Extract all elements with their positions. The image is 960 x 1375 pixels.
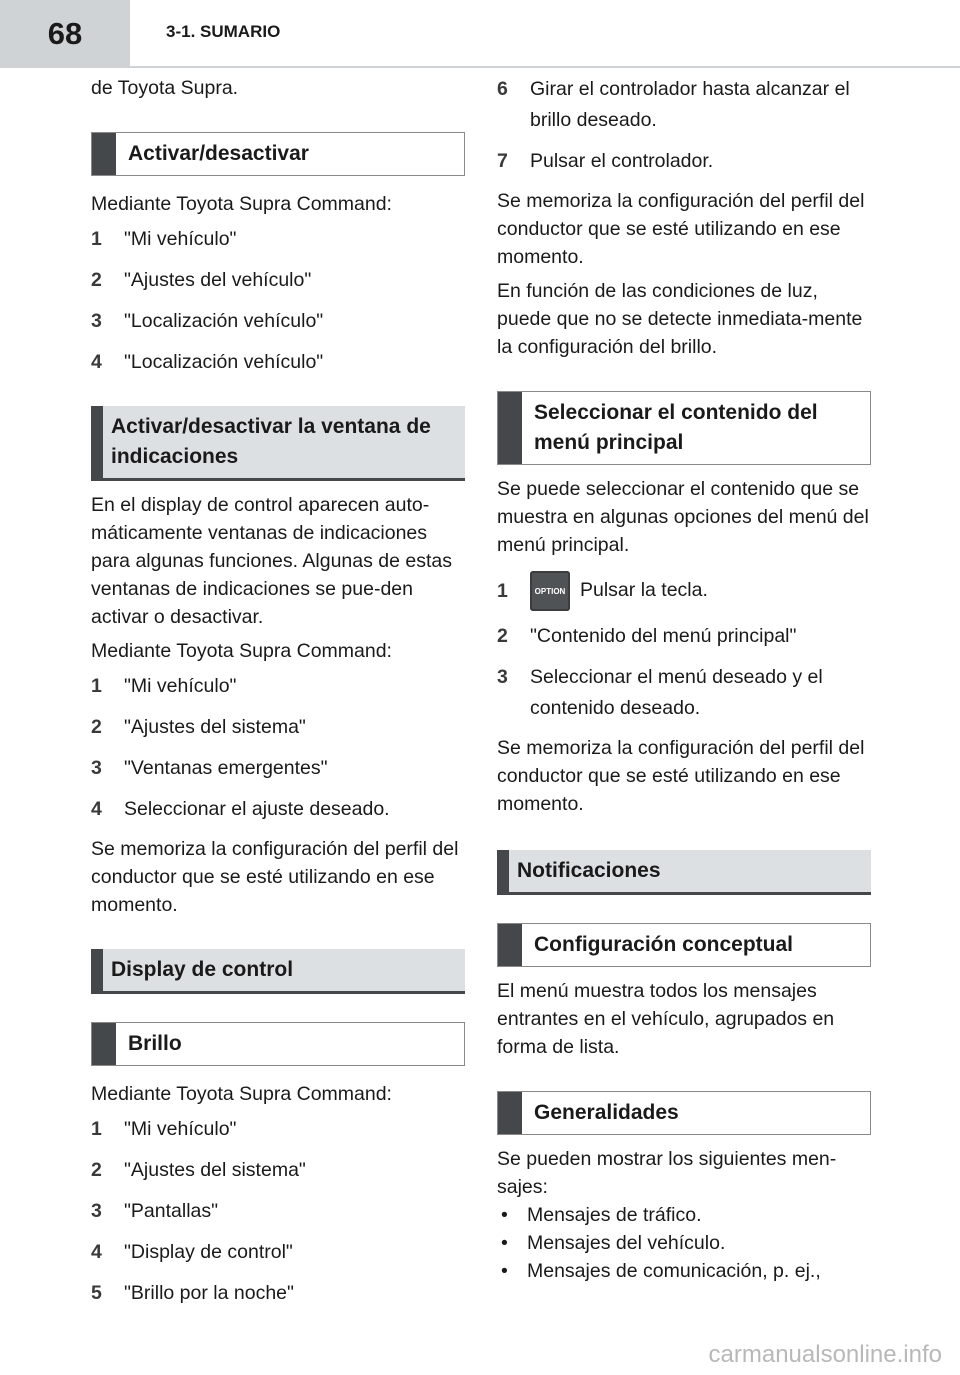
mediante-text: Mediante Toyota Supra Command: [91, 193, 392, 215]
step-item: 7 Pulsar el controlador. [497, 150, 714, 172]
steps-list-b [497, 621, 871, 724]
memo-text: Se memoriza la configuración del perfil del conductor que se esté utilizando en ese momento. [497, 737, 865, 815]
step-item: 5 "Brillo por la noche" [91, 1282, 294, 1304]
step-item: 4 "Display de control" [91, 1241, 293, 1263]
left-column [91, 74, 465, 1319]
step-item: 2 "Ajustes del vehículo" [91, 269, 312, 291]
step-item: 6 Girar el controlador hasta alcanzar el brillo deseado. [497, 78, 850, 131]
mediante-text: Mediante Toyota Supra Command: [91, 1083, 392, 1105]
memo-text: Se memoriza la configuración del perfil del conductor que se esté utilizando en ese momento. [91, 838, 459, 916]
luz-text: En función de las condiciones de luz, puede que no se detecte inmediata-mente la configuración del brillo. [497, 280, 863, 358]
step-item: 2 "Ajustes del sistema" [91, 1159, 306, 1181]
page-header [0, 0, 960, 68]
step-item: 1 "Mi vehículo" [91, 1118, 237, 1140]
steps-list-2 [91, 671, 465, 825]
step-item: 3 "Pantallas" [91, 1200, 219, 1222]
bullet-list [497, 1201, 871, 1285]
menu-text: Se puede seleccionar el contenido que se muestra en algunas opciones del menú del menú principal. [497, 478, 869, 556]
step-item: 3 "Localización vehículo" [91, 310, 324, 332]
heading-ventana: Activar/desactivar la ventana de indicaciones [91, 406, 465, 481]
ventana-text: En el display de control aparecen auto-máticamente ventanas de indicaciones para algunas funciones. Algunas de estas ventanas de indicaciones se pue-den activar o desactivar. [91, 494, 453, 628]
mediante-text: Mediante Toyota Supra Command: [91, 640, 392, 662]
heading-configuracion: Configuración conceptual [497, 923, 871, 967]
option-key-icon: OPTION [530, 571, 570, 611]
page-number: 68 [0, 0, 130, 68]
step-item: 4 "Localización vehículo" [91, 351, 324, 373]
step-item: 1 "Mi vehículo" [91, 675, 237, 697]
list-item: • Mensajes de tráfico. [501, 1204, 702, 1226]
config-text: El menú muestra todos los mensajes entrantes en el vehículo, agrupados en forma de lista. [497, 980, 835, 1058]
steps-list-3 [91, 1114, 465, 1309]
memo-text: Se memoriza la configuración del perfil del conductor que se esté utilizando en ese momento. [497, 190, 865, 268]
section-title: 3-1. SUMARIO [166, 22, 281, 41]
list-item: • Mensajes de comunicación, p. ej., [501, 1260, 821, 1282]
header-divider [130, 66, 960, 68]
heading-activar: Activar/desactivar [91, 132, 465, 176]
step-item: 3 "Ventanas emergentes" [91, 757, 328, 779]
list-item: • Mensajes del vehículo. [501, 1232, 726, 1254]
steps-list-a [497, 74, 871, 177]
step-item: 1 "Mi vehículo" [91, 228, 237, 250]
heading-generalidades: Generalidades [497, 1091, 871, 1135]
intro-text: de Toyota Supra. [91, 77, 239, 99]
step-item: 2 "Contenido del menú principal" [497, 625, 797, 647]
step-item: 1 OPTION Pulsar la tecla. [497, 571, 871, 611]
heading-brillo: Brillo [91, 1022, 465, 1066]
general-text: Se pueden mostrar los siguientes men-sajes: [497, 1148, 837, 1198]
right-column [497, 74, 871, 1285]
step-item: 4 Seleccionar el ajuste deseado. [91, 798, 390, 820]
heading-display: Display de control [91, 949, 465, 994]
step-item: 3 Seleccionar el menú deseado y el contenido deseado. [497, 666, 823, 719]
step-item: 2 "Ajustes del sistema" [91, 716, 306, 738]
steps-list-1 [91, 224, 465, 378]
heading-menu-principal: Seleccionar el contenido del menú principal [497, 391, 871, 465]
heading-notificaciones: Notificaciones [497, 850, 871, 895]
watermark: carmanualsonline.info [708, 1341, 942, 1368]
